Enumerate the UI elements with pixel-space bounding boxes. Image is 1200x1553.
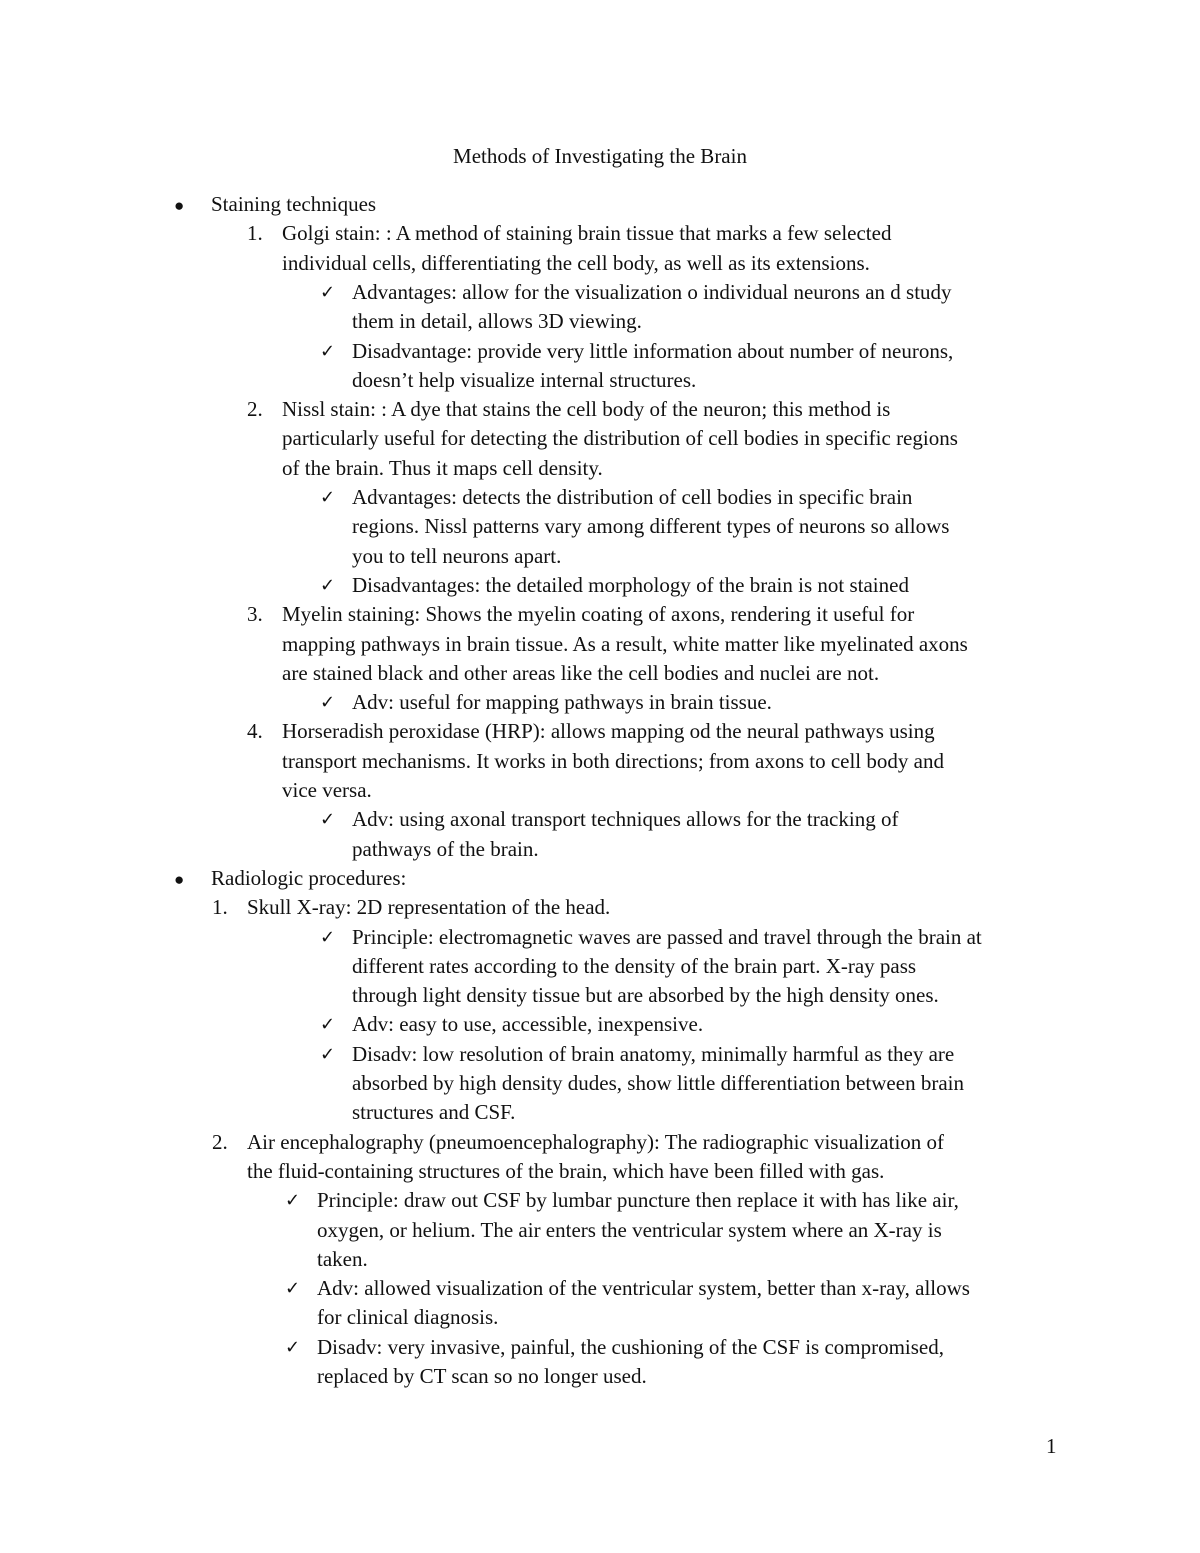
list-item-text: the fluid-containing structures of the brain, which have been filled with gas. (247, 1158, 885, 1183)
checklist-text: Advantages: detects the distribution of cell bodies in specific brain (352, 485, 913, 509)
list-item-text: Nissl stain: : A dye that stains the cell body of the neuron; this method is (282, 397, 891, 422)
list-item-text: Golgi stain: : A method of staining brain tissue that marks a few selected (282, 221, 892, 246)
checklist-text: for clinical diagnosis. (317, 1305, 499, 1330)
checklist-text: Disadvantage: provide very little information about number of neurons, (352, 338, 954, 363)
list-item-text: Myelin staining: Shows the myelin coating of axons, rendering it useful for (282, 602, 915, 627)
checkmark-icon: ✓ (320, 487, 336, 508)
bullet-icon: ● (174, 869, 185, 889)
checklist-text: Adv: using axonal transport techniques allows for the tracking of (352, 807, 899, 832)
list-item-text: particularly useful for detecting the distribution of cell bodies in specific regions (282, 426, 958, 451)
checklist-text: you to tell neurons apart. (352, 543, 562, 568)
checklist-text: taken. (317, 1246, 368, 1271)
list-item-text: transport mechanisms. It works in both directions; from axons to cell body and (282, 748, 944, 773)
checklist-text: through light density tissue but are absorbed by the high density ones. (352, 983, 939, 1008)
checkmark-icon: ✓ (320, 1014, 336, 1036)
checkmark-icon: ✓ (320, 574, 336, 596)
checklist-text: Principle: draw out CSF by lumbar puncture then replace it with has like air, (317, 1188, 959, 1213)
list-number: 1. (247, 221, 263, 246)
checklist-text: oxygen, or helium. The air enters the ventricular system where an X-ray is (317, 1217, 942, 1242)
checklist-text: Adv: useful for mapping pathways in brain tissue. (352, 690, 772, 715)
checklist-text: Adv: allowed visualization of the ventricular system, better than x-ray, allows (317, 1276, 970, 1301)
list-item-text: are stained black and other areas like the cell bodies and nuclei are not. (282, 660, 880, 685)
checkmark-icon: ✓ (320, 281, 336, 303)
list-number: 4. (247, 719, 263, 744)
section-heading: Staining techniques (211, 192, 377, 216)
checkmark-icon: ✓ (320, 340, 336, 362)
checklist-text: different rates according to the density of the brain part. X-ray pass (352, 953, 917, 978)
list-item-text: of the brain. Thus it maps cell density. (282, 455, 603, 480)
checkmark-icon: ✓ (285, 1336, 301, 1358)
checklist-text: Adv: easy to use, accessible, inexpensive. (352, 1012, 704, 1037)
checklist-text: Advantages: allow for the visualization o individual neurons an d study (352, 279, 952, 304)
checkmark-icon: ✓ (285, 1278, 301, 1300)
page-title: Methods of Investigating the Brain (453, 144, 747, 168)
section-heading: Radiologic procedures: (211, 865, 407, 890)
checklist-text: Disadvantages: the detailed morphology of the brain is not stained (352, 572, 909, 597)
list-number: 2. (247, 397, 263, 422)
list-number: 1. (212, 895, 228, 920)
bullet-icon: ● (174, 196, 185, 215)
checklist-text: Principle: electromagnetic waves are passed and travel through the brain at (352, 924, 982, 949)
checkmark-icon: ✓ (320, 692, 336, 714)
checklist-text: structures and CSF. (352, 1100, 516, 1125)
checkmark-icon: ✓ (320, 926, 336, 948)
checklist-text: Disadv: very invasive, painful, the cushioning of the CSF is compromised, (317, 1334, 945, 1359)
checklist-text: regions. Nissl patterns vary among different types of neurons so allows (352, 514, 950, 539)
list-item-text: vice versa. (282, 778, 372, 802)
list-number: 3. (247, 602, 263, 627)
checklist-text: Disadv: low resolution of brain anatomy, minimally harmful as they are (352, 1041, 955, 1066)
list-item-text: Air encephalography (pneumoencephalography): The radiographic visualization of (247, 1129, 945, 1154)
list-item-text: Skull X-ray: 2D representation of the head. (247, 895, 611, 920)
list-item-text: individual cells, differentiating the cell body, as well as its extensions. (282, 250, 870, 275)
checklist-text: pathways of the brain. (352, 836, 539, 861)
checkmark-icon: ✓ (285, 1190, 301, 1212)
page-number: 1 (1046, 1434, 1057, 1458)
checkmark-icon: ✓ (320, 1043, 336, 1065)
checklist-text: them in detail, allows 3D viewing. (352, 309, 642, 334)
checklist-text: replaced by CT scan so no longer used. (317, 1364, 647, 1388)
checkmark-icon: ✓ (320, 809, 336, 831)
list-number: 2. (212, 1129, 228, 1154)
checklist-text: absorbed by high density dudes, show little differentiation between brain (352, 1071, 964, 1095)
list-item-text: Horseradish peroxidase (HRP): allows mapping od the neural pathways using (282, 719, 935, 744)
checklist-text: doesn’t help visualize internal structures. (352, 367, 697, 392)
list-item-text: mapping pathways in brain tissue. As a result, white matter like myelinated axons (282, 631, 968, 656)
